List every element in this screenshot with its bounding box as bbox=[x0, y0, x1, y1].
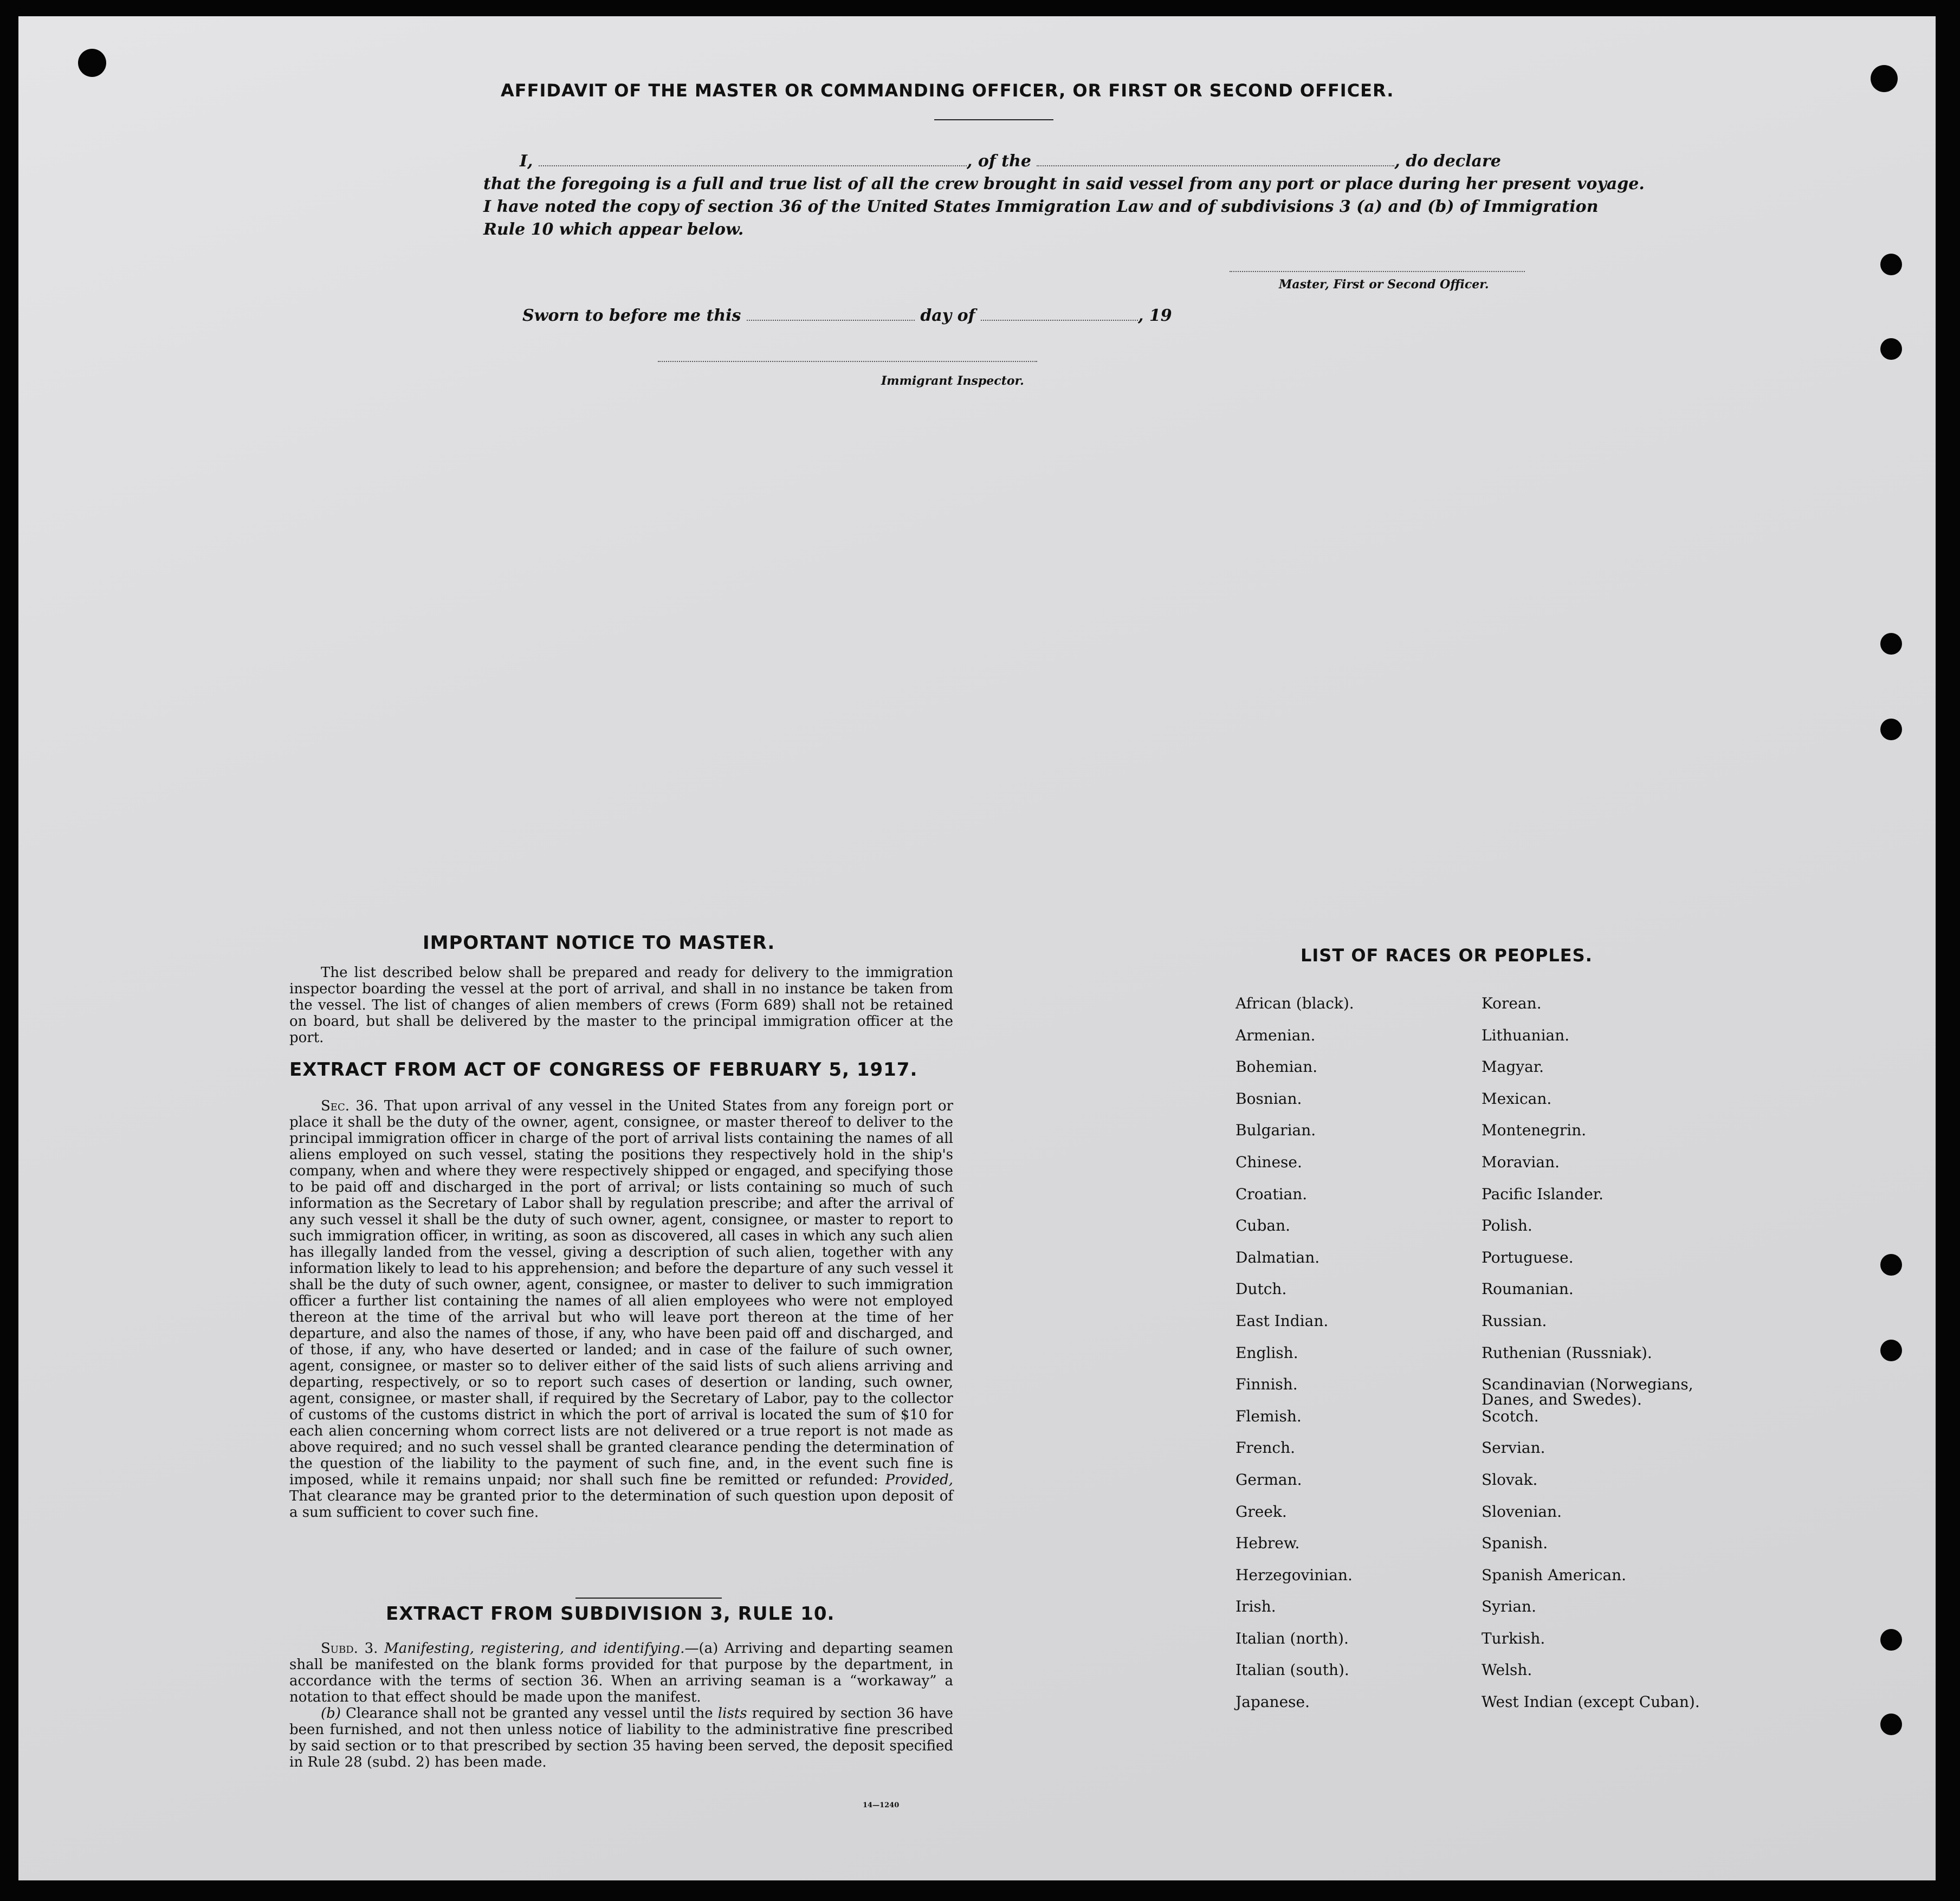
affidavit-title-rule bbox=[934, 119, 1053, 120]
section-36-text bbox=[289, 1098, 953, 1521]
subd-label: Subd. 3. bbox=[321, 1640, 378, 1657]
races-left-column bbox=[1235, 996, 1485, 1727]
name-field[interactable] bbox=[539, 153, 967, 166]
race-item: Italian (north). bbox=[1235, 1629, 1349, 1647]
master-signature-line[interactable] bbox=[1230, 271, 1525, 272]
extract-rule-body bbox=[289, 1640, 953, 1770]
sworn-day-field[interactable] bbox=[747, 308, 915, 321]
race-item: Scotch. bbox=[1482, 1407, 1539, 1425]
affidavit-line-2: that the foregoing is a full and true list of all the crew brought in said vessel from any port or place during her present voyage. bbox=[483, 174, 1645, 193]
punch-hole bbox=[1880, 254, 1902, 275]
extract-rule-title: EXTRACT FROM SUBDIVISION 3, RULE 10. bbox=[386, 1603, 835, 1625]
race-item: Irish. bbox=[1235, 1598, 1276, 1616]
race-item: West Indian (except Cuban). bbox=[1482, 1693, 1700, 1711]
affidavit-of-the-label: , of the bbox=[966, 152, 1031, 171]
sworn-month-field[interactable] bbox=[981, 308, 1138, 321]
race-item: Dutch. bbox=[1235, 1280, 1287, 1298]
race-item: Hebrew. bbox=[1235, 1534, 1300, 1553]
notice-title: IMPORTANT NOTICE TO MASTER. bbox=[423, 932, 775, 954]
punch-hole bbox=[1880, 1340, 1902, 1361]
race-item: Flemish. bbox=[1235, 1407, 1302, 1425]
extract-act-body bbox=[289, 1098, 953, 1521]
race-item: French. bbox=[1235, 1439, 1296, 1457]
race-item: Polish. bbox=[1482, 1217, 1532, 1235]
race-item: Slovak. bbox=[1482, 1470, 1538, 1489]
race-item: Servian. bbox=[1482, 1439, 1545, 1457]
race-item: Spanish. bbox=[1482, 1534, 1548, 1553]
b-body-2: required by section 36 have been furnished, and not then unless notice of liability to the administrative fine prescribed by said section or to that prescribed by section 35 having been served, the deposit specified in Rule 28 (subd. 2) has been made. bbox=[289, 1705, 954, 1770]
section-body: That upon arrival of any vessel in the United States from any foreign port or place it shall be the duty of the owner, agent, consignee, or master thereof to deliver to the principal immigration officer in charge of the port of arrival lists containing the names of all aliens employed on such vessel, stating the positions they respectively hold in the ship's company, when and where they were respectively shipped or engaged, and specifying those to be paid off and discharged in the port of arrival; or lists containing so much of such information as the Secretary of Labor shall by regulation prescribe; and after the arrival of any such vessel it shall be the duty of such owner, agent, consignee, or master to report to such immigration officer, in writing, as soon as discovered, all cases in which any such alien has illegally landed from the vessel, giving a description of such alien, together with any information likely to lead to his apprehension; and before the departure of any such vessel it shall be the duty of such owner, agent, consignee, or master to deliver to such immigration officer a further list containing the names of all alien employees who were not employed thereon at the time of the arrival but who will leave port thereon at the time of her departure, and also the names of those, if any, who have been paid off and discharged, and of those, if any, who have deserted or landed; and in case of the failure of such owner, agent, consignee, or master so to deliver either of the said lists of such aliens arriving and departing, respectively, or so to report such cases of desertion or landing, such owner, agent, consignee, or master shall, if required by the Secretary of Labor, pay to the collector of customs of the customs district in which the port of arrival is located the sum of $10 for each alien concerning whom correct lists are not delivered or a true report is not made as above required; and no such vessel shall be granted clearance pending the determination of the question of the liability to the payment of such fine, and, in the event such fine is imposed, while it remains unpaid; nor shall such fine be remitted or refunded: bbox=[289, 1098, 953, 1488]
punch-hole bbox=[1880, 1629, 1902, 1651]
punch-hole bbox=[1880, 1254, 1902, 1276]
year-label: , 19 bbox=[1138, 306, 1172, 325]
punch-hole bbox=[1880, 338, 1902, 360]
extract-act-rule bbox=[575, 1598, 722, 1599]
race-item: Roumanian. bbox=[1482, 1280, 1574, 1298]
race-item: Welsh. bbox=[1482, 1661, 1532, 1679]
subdivision-b-text bbox=[289, 1705, 953, 1770]
extract-act-title: EXTRACT FROM ACT OF CONGRESS OF FEBRUARY 5, 1917. bbox=[289, 1059, 918, 1081]
race-item: Greek. bbox=[1235, 1502, 1287, 1521]
form-sheet bbox=[18, 16, 1936, 1880]
affidavit-declare-label: , do declare bbox=[1394, 152, 1501, 171]
race-item: Croatian. bbox=[1235, 1185, 1308, 1203]
race-item: Slovenian. bbox=[1482, 1502, 1562, 1521]
race-item: Russian. bbox=[1482, 1311, 1547, 1330]
provided-label: Provided, bbox=[885, 1472, 954, 1488]
race-item: Herzegovinian. bbox=[1235, 1566, 1353, 1584]
race-item: Scandinavian (Norwegians, Danes, and Swedes). bbox=[1482, 1375, 1693, 1409]
race-item: Bosnian. bbox=[1235, 1089, 1302, 1108]
races-right-column bbox=[1482, 996, 1731, 1727]
race-item: Armenian. bbox=[1235, 1026, 1316, 1044]
race-item: Portuguese. bbox=[1482, 1248, 1574, 1266]
affidavit-line-4: Rule 10 which appear below. bbox=[483, 220, 744, 239]
notice-text: The list described below shall be prepared and ready for delivery to the immigration inspector boarding the vessel at the port of arrival, and shall in no instance be taken from the vessel. The list of changes of alien members of crews (Form 689) shall not be retained on board, but shall be delivered by the master to the principal immigration officer at the port. bbox=[289, 965, 953, 1046]
affidavit-line-3: I have noted the copy of section 36 of the United States Immigration Law and of subdivisions 3 (a) and (b) of Immigration bbox=[483, 197, 1599, 216]
race-item: East Indian. bbox=[1235, 1311, 1329, 1330]
punch-hole bbox=[1880, 633, 1902, 655]
race-item: German. bbox=[1235, 1470, 1302, 1489]
subd-body: —(a) Arriving and departing seamen shall be manifested on the blank forms provided for that purpose by the department, in accordance with the terms of section 36. When an arriving seaman is a “workaway” a notation to that effect should be made upon the manifest. bbox=[289, 1640, 954, 1705]
races-title: LIST OF RACES OR PEOPLES. bbox=[1301, 945, 1593, 966]
race-item: Lithuanian. bbox=[1482, 1026, 1570, 1044]
inspector-signature-label: Immigrant Inspector. bbox=[881, 374, 1024, 388]
b-label: (b) bbox=[321, 1705, 341, 1722]
race-item: Moravian. bbox=[1482, 1153, 1560, 1171]
punch-hole bbox=[1880, 719, 1902, 740]
race-item: Pacific Islander. bbox=[1482, 1185, 1603, 1203]
vessel-field[interactable] bbox=[1037, 153, 1394, 166]
section-label: Sec. 36. bbox=[321, 1098, 378, 1114]
affidavit-line-1 bbox=[520, 152, 1501, 171]
race-item: Magyar. bbox=[1482, 1058, 1544, 1076]
race-item: Chinese. bbox=[1235, 1153, 1302, 1171]
race-item: African (black). bbox=[1235, 994, 1354, 1012]
race-item: Korean. bbox=[1482, 994, 1542, 1012]
punch-hole bbox=[78, 49, 106, 77]
race-item: Cuban. bbox=[1235, 1217, 1291, 1235]
inspector-signature-line[interactable] bbox=[658, 361, 1037, 362]
race-item: Japanese. bbox=[1235, 1693, 1310, 1711]
subdivision-a-text bbox=[289, 1640, 953, 1705]
race-item: Bohemian. bbox=[1235, 1058, 1318, 1076]
race-item: Montenegrin. bbox=[1482, 1121, 1587, 1140]
race-item: Dalmatian. bbox=[1235, 1248, 1320, 1266]
punch-hole bbox=[1880, 1714, 1902, 1735]
b-lists: lists bbox=[717, 1705, 747, 1722]
affidavit-title: AFFIDAVIT OF THE MASTER OR COMMANDING OFFICER, OR FIRST OR SECOND OFFICER. bbox=[501, 80, 1394, 101]
race-item: Mexican. bbox=[1482, 1089, 1552, 1108]
day-of-label: day of bbox=[920, 306, 975, 325]
sworn-line bbox=[522, 306, 1172, 325]
race-item: Bulgarian. bbox=[1235, 1121, 1316, 1140]
race-item: Italian (south). bbox=[1235, 1661, 1349, 1679]
affidavit-i-label: I, bbox=[520, 152, 533, 171]
race-item: Syrian. bbox=[1482, 1598, 1536, 1616]
race-item: Turkish. bbox=[1482, 1629, 1545, 1647]
notice-body bbox=[289, 965, 953, 1046]
race-item: Finnish. bbox=[1235, 1375, 1298, 1394]
form-number: 14—1240 bbox=[863, 1801, 900, 1809]
b-body-1: Clearance shall not be granted any vessel until the bbox=[346, 1705, 713, 1722]
section-body-end: That clearance may be granted prior to the determination of such question upon deposit of a sum sufficient to cover such fine. bbox=[289, 1488, 953, 1521]
race-item: Ruthenian (Russniak). bbox=[1482, 1343, 1652, 1362]
punch-hole bbox=[1871, 65, 1898, 92]
race-item: English. bbox=[1235, 1343, 1298, 1362]
master-signature-label: Master, First or Second Officer. bbox=[1279, 277, 1489, 292]
sworn-label: Sworn to before me this bbox=[522, 306, 741, 325]
race-item: Spanish American. bbox=[1482, 1566, 1627, 1584]
subd-heading: Manifesting, registering, and identifying. bbox=[384, 1640, 685, 1657]
